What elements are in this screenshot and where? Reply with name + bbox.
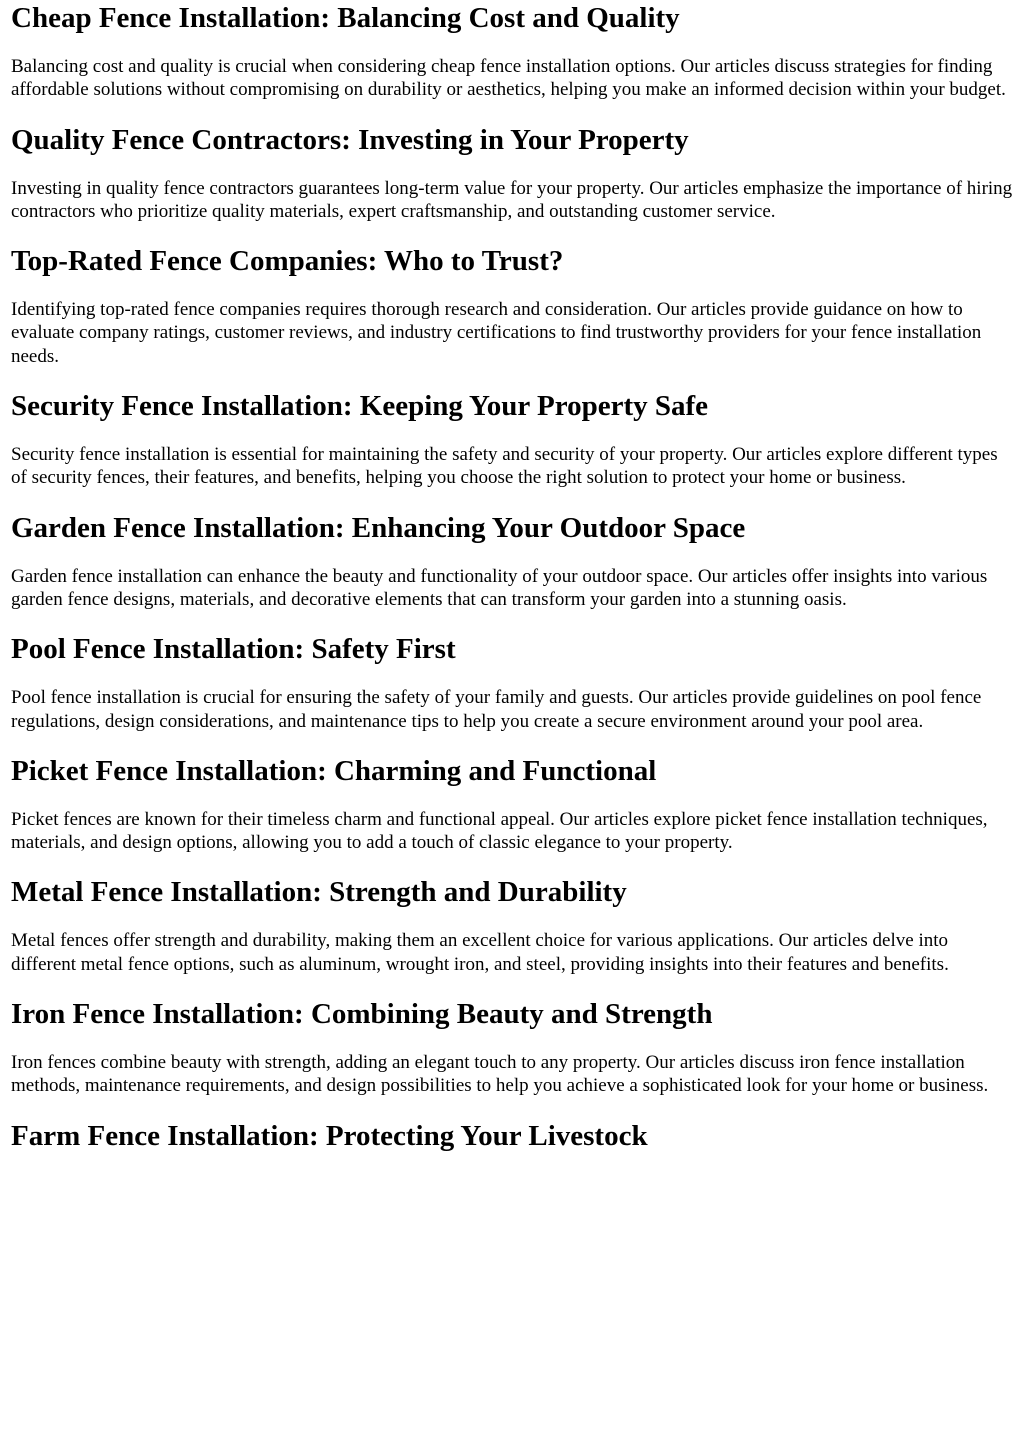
section-farm-fence-installation (11, 1119, 1013, 1153)
section-security-fence-installation (11, 389, 1013, 490)
section-quality-fence-contractors (11, 123, 1013, 224)
section-paragraph: Iron fences combine beauty with strength, adding an elegant touch to any property. Our articles discuss iron fence installation methods, maintenance requirements, and design possibilities to help you achieve a sophisticated look for your home or business. (11, 1052, 989, 1097)
section-heading: Metal Fence Installation: Strength and Durability (11, 876, 627, 909)
section-paragraph: Metal fences offer strength and durability, making them an excellent choice for various applications. Our articles delve into different metal fence options, such as aluminum, wrought iron, and steel, providing insights into their features and benefits. (11, 930, 949, 975)
section-heading: Pool Fence Installation: Safety First (11, 633, 456, 666)
section-cheap-fence-installation (11, 1, 1013, 102)
section-top-rated-fence-companies (11, 244, 1013, 368)
section-paragraph: Picket fences are known for their timeless charm and functional appeal. Our articles explore picket fence installation techniques, materials, and design options, allowing you to add a touch of classic elegance to your property. (11, 808, 988, 854)
section-heading: Security Fence Installation: Keeping Your Property Safe (11, 390, 709, 423)
section-heading: Picket Fence Installation: Charming and Functional (11, 754, 657, 787)
section-picket-fence-installation (11, 754, 1013, 855)
section-heading: Farm Fence Installation: Protecting Your Livestock (11, 1119, 648, 1152)
section-paragraph: Investing in quality fence contractors guarantees long-term value for your property. Our articles emphasize the importance of hiring contractors who prioritize quality materials, expert craftsmanship, and outstanding customer service. (11, 177, 1013, 222)
section-paragraph: Identifying top-rated fence companies requires thorough research and consideration. Our articles provide guidance on how to evaluate company ratings, customer reviews, and industry certifications to find trustworthy providers for your fence installation needs. (11, 299, 982, 367)
section-paragraph: Garden fence installation can enhance the beauty and functionality of your outdoor space. Our articles offer insights into various garden fence designs, materials, and decorative elements that can transform your garden into a stunning oasis. (11, 565, 988, 610)
section-paragraph: Pool fence installation is crucial for ensuring the safety of your family and guests. Our articles provide guidelines on pool fence regulations, design considerations, and maintenance tips to help you create a secure environment around your pool area. (11, 687, 982, 732)
section-paragraph: Security fence installation is essential for maintaining the safety and security of your property. Our articles explore different types of security fences, their features, and benefits, helping you choose the right solution to protect your home or business. (11, 444, 998, 489)
document-page (0, 1, 1024, 1153)
section-metal-fence-installation (11, 875, 1013, 976)
section-paragraph: Balancing cost and quality is crucial when considering cheap fence installation options. Our articles discuss strategies for finding affordable solutions without compromising on durability or aesthetics, helping you make an informed decision within your budget. (11, 56, 1006, 101)
section-heading: Garden Fence Installation: Enhancing Your Outdoor Space (11, 511, 746, 544)
section-heading: Quality Fence Contractors: Investing in Your Property (11, 123, 689, 156)
section-heading: Top-Rated Fence Companies: Who to Trust? (11, 245, 564, 278)
section-garden-fence-installation (11, 511, 1013, 612)
section-heading: Iron Fence Installation: Combining Beauty and Strength (11, 998, 713, 1031)
section-iron-fence-installation (11, 997, 1013, 1098)
section-heading: Cheap Fence Installation: Balancing Cost and Quality (11, 2, 680, 34)
section-pool-fence-installation (11, 632, 1013, 733)
